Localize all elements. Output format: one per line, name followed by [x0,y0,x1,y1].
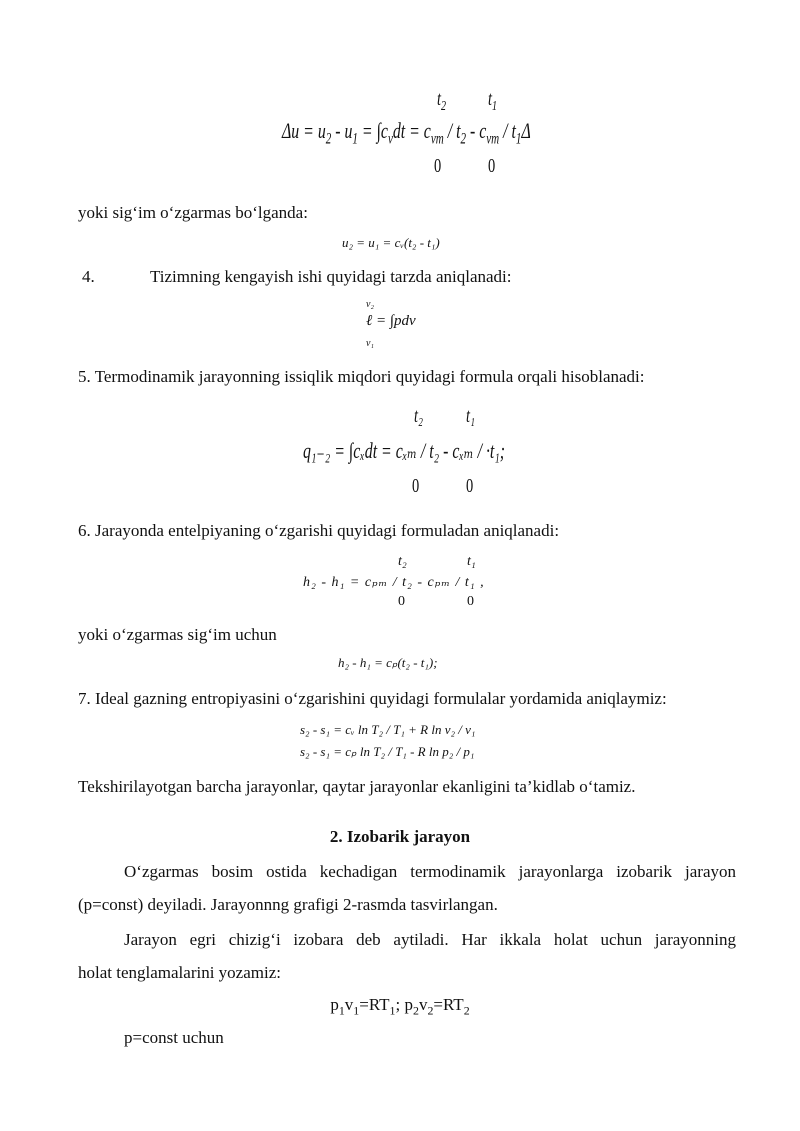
paragraph-2-line-1: Jarayon egri chizig‘i izobara deb aytiladi. Har ikkala holat uchun jarayonning [124,930,736,949]
item-5-text: 5. Termodinamik jarayonning issiqlik miqdori quyidagi formula orqali hisoblanadi: [78,367,645,386]
formula-entropy-2: s₂ - s₁ = cₚ ln T₂ / T₁ - R ln p₂ / p₁ [300,744,475,759]
upper-limit-t1: $t_1$ [488,88,498,114]
item-7-text: 7. Ideal gazning entropiyasini o‘zgarishini quyidagi formulalar yordamida aniqlaymiz: [78,689,667,708]
item-6-text: 6. Jarayonda entelpiyaning o‘zgarishi quyidagi formuladan aniqlanadi: [78,521,560,540]
heat-upper-t1: t₁ [466,405,476,427]
enthalpy-lower-zero-b: 0 [467,594,474,609]
enthalpy-upper-t1: t₁ [467,554,476,569]
enthalpy-main: h₂ - h₁ = cₚₘ / t₂ - cₚₘ / t₁ , [303,575,485,590]
paragraph-1-line-1: O‘zgarmas bosim ostida kechadigan termodinamik jarayonlarga izobarik jarayon [124,862,736,881]
lower-limit-zero-b: 0 [488,155,496,177]
heat-main: q₁₋₂ = ∫cₓdt = cₓₘ / t₂ - cₓₘ / ·t₁; [303,438,506,463]
work-main: ℓ = ∫pdv [366,313,416,329]
formula-u-simple: u₂ = u₁ = cᵥ(t₂ - t₁) [342,235,440,250]
heat-upper-t2: t₂ [414,405,424,427]
upper-limit-t2: $t_2$ [437,88,447,114]
formula-entropy-1: s₂ - s₁ = cᵥ ln T₂ / T₁ + R ln v₂ / v₁ [300,722,476,737]
heat-lower-zero-b: 0 [466,475,474,497]
paragraph-2-line-2: holat tenglamalarini yozamiz: [78,963,281,982]
item-4-text: Tizimning kengayish ishi quyidagi tarzda aniqlanadi: [150,267,512,286]
work-lower-limit: v₁ [366,338,374,349]
formula-h-simple: h₂ - h₁ = cₚ(t₂ - t₁); [338,655,438,670]
formula-du-main: $\Delta u = u_2 - u_1 = \int c_vdt = c_{vm} / t_2 - c_{vm} / t_1\Delta$ [282,118,531,148]
paragraph-p-const: p=const uchun [124,1028,224,1047]
enthalpy-upper-t2: t₂ [398,554,407,569]
lower-limit-zero-a: 0 [434,155,442,177]
paragraph-1-line-2: (p=const) deyiladi. Jarayonnng grafigi 2-rasmda tasvirlangan. [78,895,498,914]
heat-lower-zero-a: 0 [412,475,420,497]
state-equations: $p_1v_1=RT_1$; $p_2v_2=RT_2$ [330,995,470,1018]
paragraph-yoki-2: yoki o‘zgarmas sig‘im uchun [78,625,277,644]
work-upper-limit: v₂ [366,299,374,310]
item-4-number: 4. [82,267,95,286]
paragraph-tekshir: Tekshirilayotgan barcha jarayonlar, qaytar jarayonlar ekanligini ta’kidlab o‘tamiz. [78,777,636,796]
paragraph-yoki-1: yoki sig‘im o‘zgarmas bo‘lganda: [78,203,308,222]
enthalpy-lower-zero-a: 0 [398,594,405,609]
section-heading: 2. Izobarik jarayon [329,827,471,846]
